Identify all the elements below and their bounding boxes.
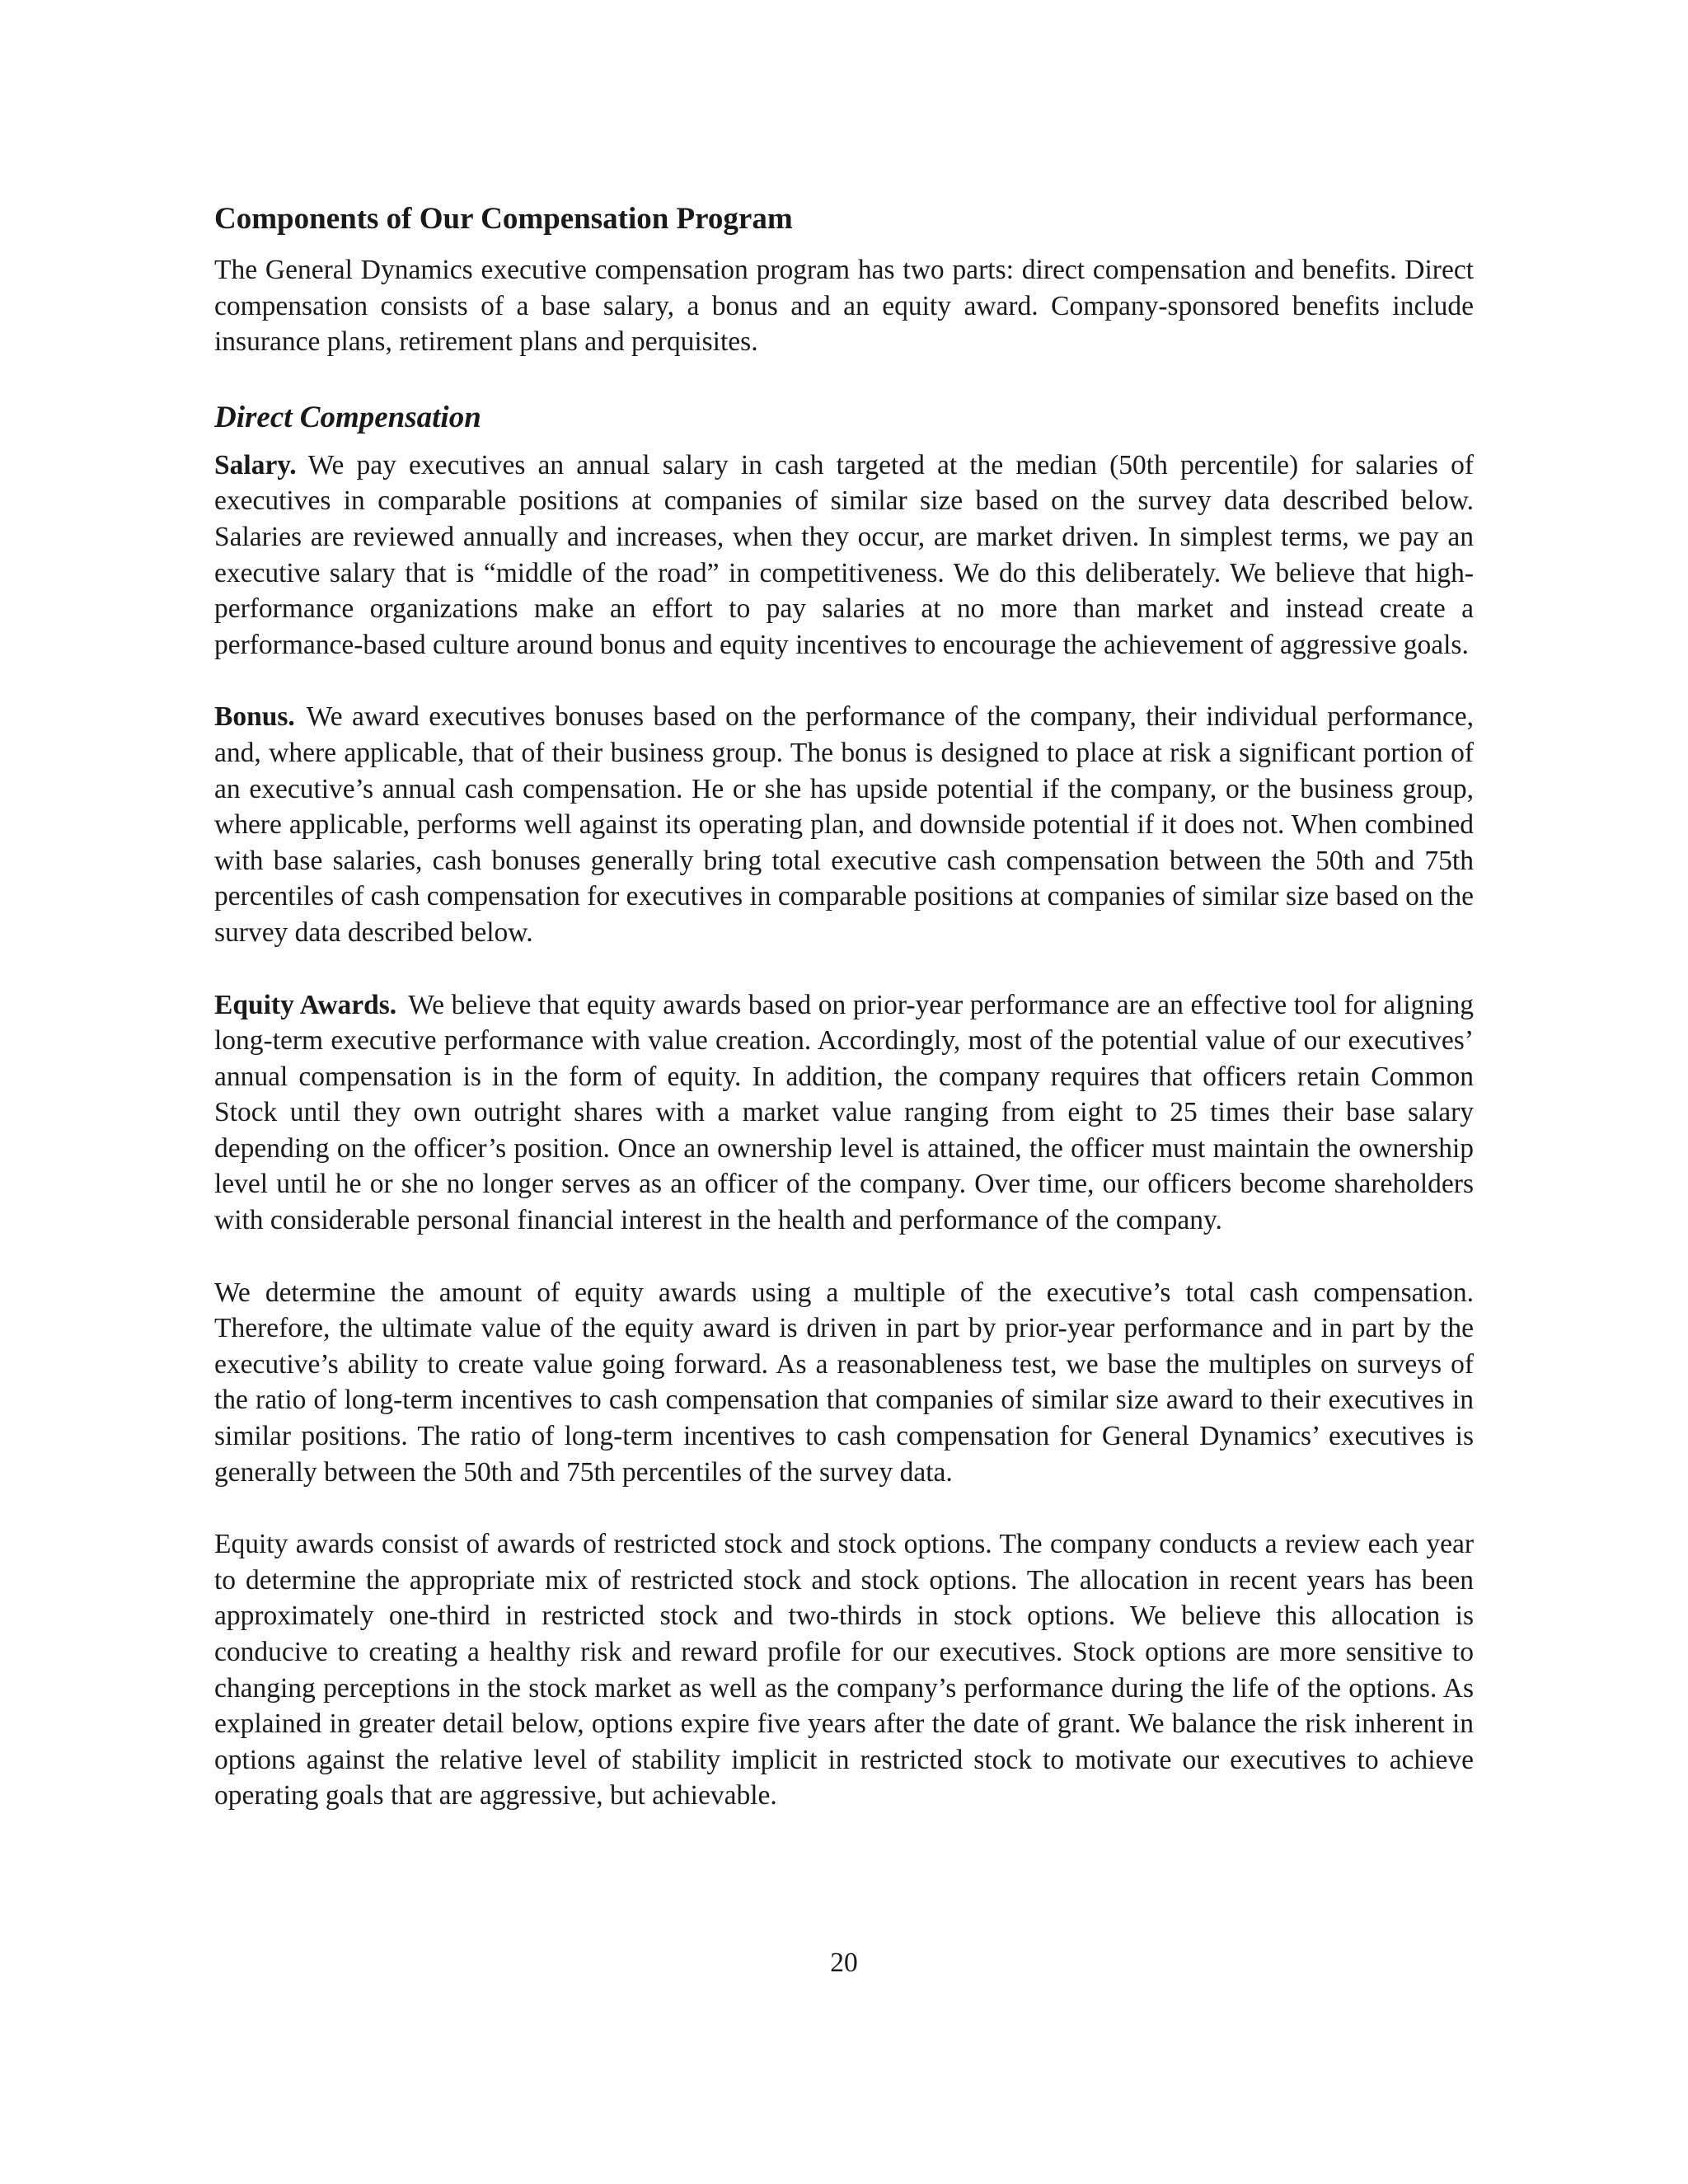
bonus-text: We award executives bonuses based on the performance of the company, their individual performance, and, where applicable, that of their business group. The bonus is designed to place at risk a significant portion of an executive’s annual cash compensation. He or she has upside potential if the company, or the business group, where applicable, performs well against its operating plan, and downside potential if it does not. When combined with base salaries, cash bonuses generally bring total executive cash compensation between the 50th and 75th percentiles of cash compensation for executives in comparable positions at companies of similar size based on the survey data described below.	[214, 701, 1474, 948]
intro-paragraph: The General Dynamics executive compensation program has two parts: direct compensation and benefits. Direct compensation consists of a base salary, a bonus and an equity award. Company-sponsored benefits include insurance plans, retirement plans and perquisites.	[214, 255, 1474, 358]
equity-mix-paragraph: Equity awards consist of awards of restricted stock and stock options. The company conducts a review each year to determine the appropriate mix of restricted stock and stock options. The allocation in recent years has been approximately one-third in restricted stock and two-thirds in stock options. We believe this allocation is conducive to creating a healthy risk and reward profile for our executives. Stock options are more sensitive to changing perceptions in the stock market as well as the company’s performance during the life of the options. As explained in greater detail below, options expire five years after the date of grant. We balance the risk inherent in options against the relative level of stability implicit in restricted stock to motivate our executives to achieve operating goals that are aggressive, but achievable.	[214, 1529, 1474, 1811]
salary-paragraph	[214, 448, 1474, 663]
bonus-paragraph	[214, 699, 1474, 950]
equity-awards-paragraph	[214, 987, 1474, 1239]
salary-heading: Salary.	[214, 449, 297, 480]
bonus-heading: Bonus.	[214, 701, 295, 733]
equity-multiple-paragraph: We determine the amount of equity awards using a multiple of the executive’s total cash compensation. Therefore, the ultimate value of the equity award is driven in part by prior-year performance and in part by the executive’s ability to create value going forward. As a reasonableness test, we base the multiples on surveys of the ratio of long-term incentives to cash compensation that companies of similar size award to their executives in similar positions. The ratio of long-term incentives to cash compensation for General Dynamics’ executives is generally between the 50th and 75th percentiles of the survey data.	[214, 1277, 1474, 1488]
section-title: Components of Our Compensation Program	[214, 202, 793, 236]
equity-awards-heading: Equity Awards.	[214, 989, 397, 1020]
equity-awards-text: We believe that equity awards based on prior-year performance are an effective tool for aligning long-term executive performance with value creation. Accordingly, most of the potential value of our executives’ annual compensation is in the form of equity. In addition, the company requires that officers retain Common Stock until they own outright shares with a market value ranging from eight to 25 times their base salary depending on the officer’s position. Once an ownership level is attained, the officer must maintain the ownership level until he or she no longer serves as an officer of the company. Over time, our officers become shareholders with considerable personal financial interest in the health and performance of the company.	[214, 989, 1474, 1236]
page-number: 20	[830, 1947, 858, 1978]
document-page	[214, 198, 1474, 1829]
salary-text: We pay executives an annual salary in cash targeted at the median (50th percentile) for salaries of executives in comparable positions at companies of similar size based on the survey data described below. Salaries are reviewed annually and increases, when they occur, are market driven. In simplest terms, we pay an executive salary that is “middle of the road” in competitiveness. We do this deliberately. We believe that high-performance organizations make an effort to pay salaries at no more than market and instead create a performance-based culture around bonus and equity incentives to encourage the achievement of aggressive goals.	[214, 449, 1474, 660]
subsection-title: Direct Compensation	[214, 400, 481, 434]
